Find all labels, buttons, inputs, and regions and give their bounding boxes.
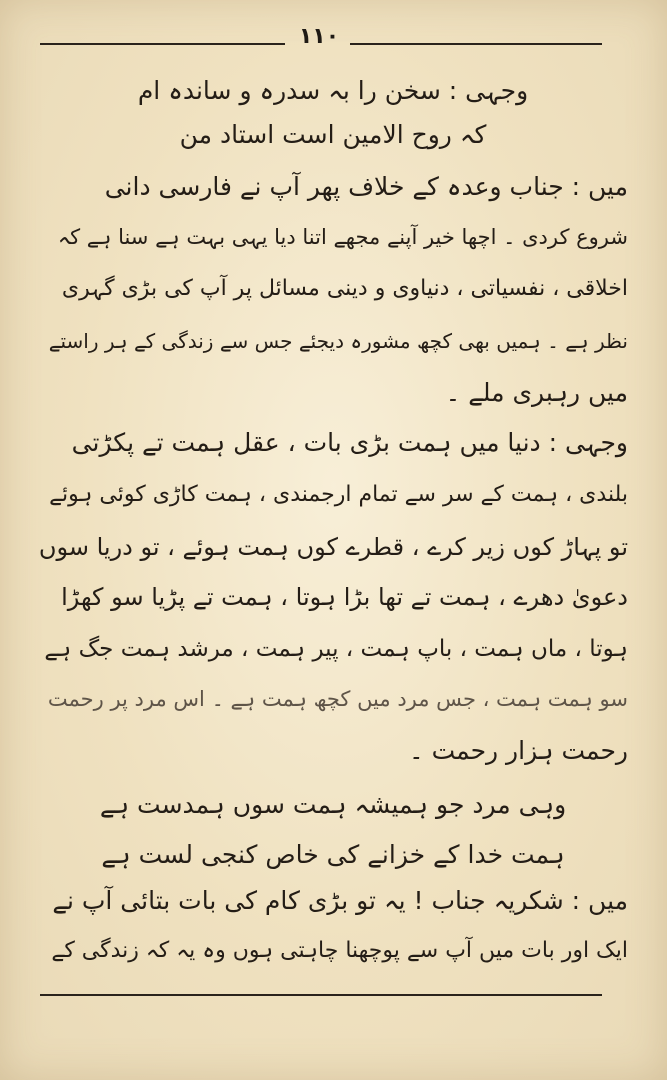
footer-rule xyxy=(40,994,602,996)
text-line: کہ روح الامین است استاد من xyxy=(179,120,487,149)
text-line: اخلاقی ، نفسیاتی ، دنیاوی و دینی مسائل پر آپ کی بڑی گہری xyxy=(61,276,628,301)
text-line: بلندی ، ہمت کے سر سے تمام ارجمندی ، ہمت کاڑی کوئی ہوئے xyxy=(49,482,628,507)
text-line: نظر ہے ۔ ہمیں بھی کچھ مشورہ دیجئے جس سے زندگی کے ہر راستے xyxy=(48,329,628,353)
text-line: میں : جناب وعدہ کے خلاف پھر آپ نے فارسی دانی xyxy=(104,172,628,201)
text-line: ہوتا ، ماں ہمت ، باپ ہمت ، پیر ہمت ، مرشد ہمت جگ ہے xyxy=(44,636,628,662)
text-line: سو ہمت ہمت ، جس مرد میں کچھ ہمت ہے ۔ اس مرد پر رحمت xyxy=(47,687,628,711)
header-rule-right xyxy=(350,43,602,45)
text-line: ہمت خدا کے خزانے کی خاص کنجی لست ہے xyxy=(101,840,565,869)
header-rule-left xyxy=(40,43,285,45)
text-line: رحمت ہزار رحمت ۔ xyxy=(408,736,628,765)
text-line: وہی مرد جو ہمیشہ ہمت سوں ہمدست ہے xyxy=(99,790,567,819)
text-line: میں : شکریہ جناب ! یہ تو بڑی کام کی بات بتائی آپ نے xyxy=(52,886,628,915)
text-line: وجہی : سخن را بہ سدرہ و ساندہ ام xyxy=(137,76,529,105)
text-line: ایک اور بات میں آپ سے پوچھنا چاہتی ہوں وہ یہ کہ زندگی کے xyxy=(51,938,628,963)
text-line: تو پہاڑ کوں زیر کرے ، قطرے کوں ہمت ہوئے ، تو دریا سوں xyxy=(38,533,628,561)
text-line: میں رہبری ملے ۔ xyxy=(445,378,628,407)
text-line: وجہی : دنیا میں ہمت بڑی بات ، عقل ہمت تے پکڑتی xyxy=(71,428,628,457)
page-number: ۱۱۰ xyxy=(298,24,340,49)
text-line: دعویٰ دھرے ، ہمت تے تھا بڑا ہوتا ، ہمت تے پڑیا سو کھڑا xyxy=(61,583,628,611)
text-line: شروع کردی ۔ اچھا خیر آپنے مجھے اتنا دیا یہی بہت ہے سنا ہے کہ xyxy=(57,225,628,249)
